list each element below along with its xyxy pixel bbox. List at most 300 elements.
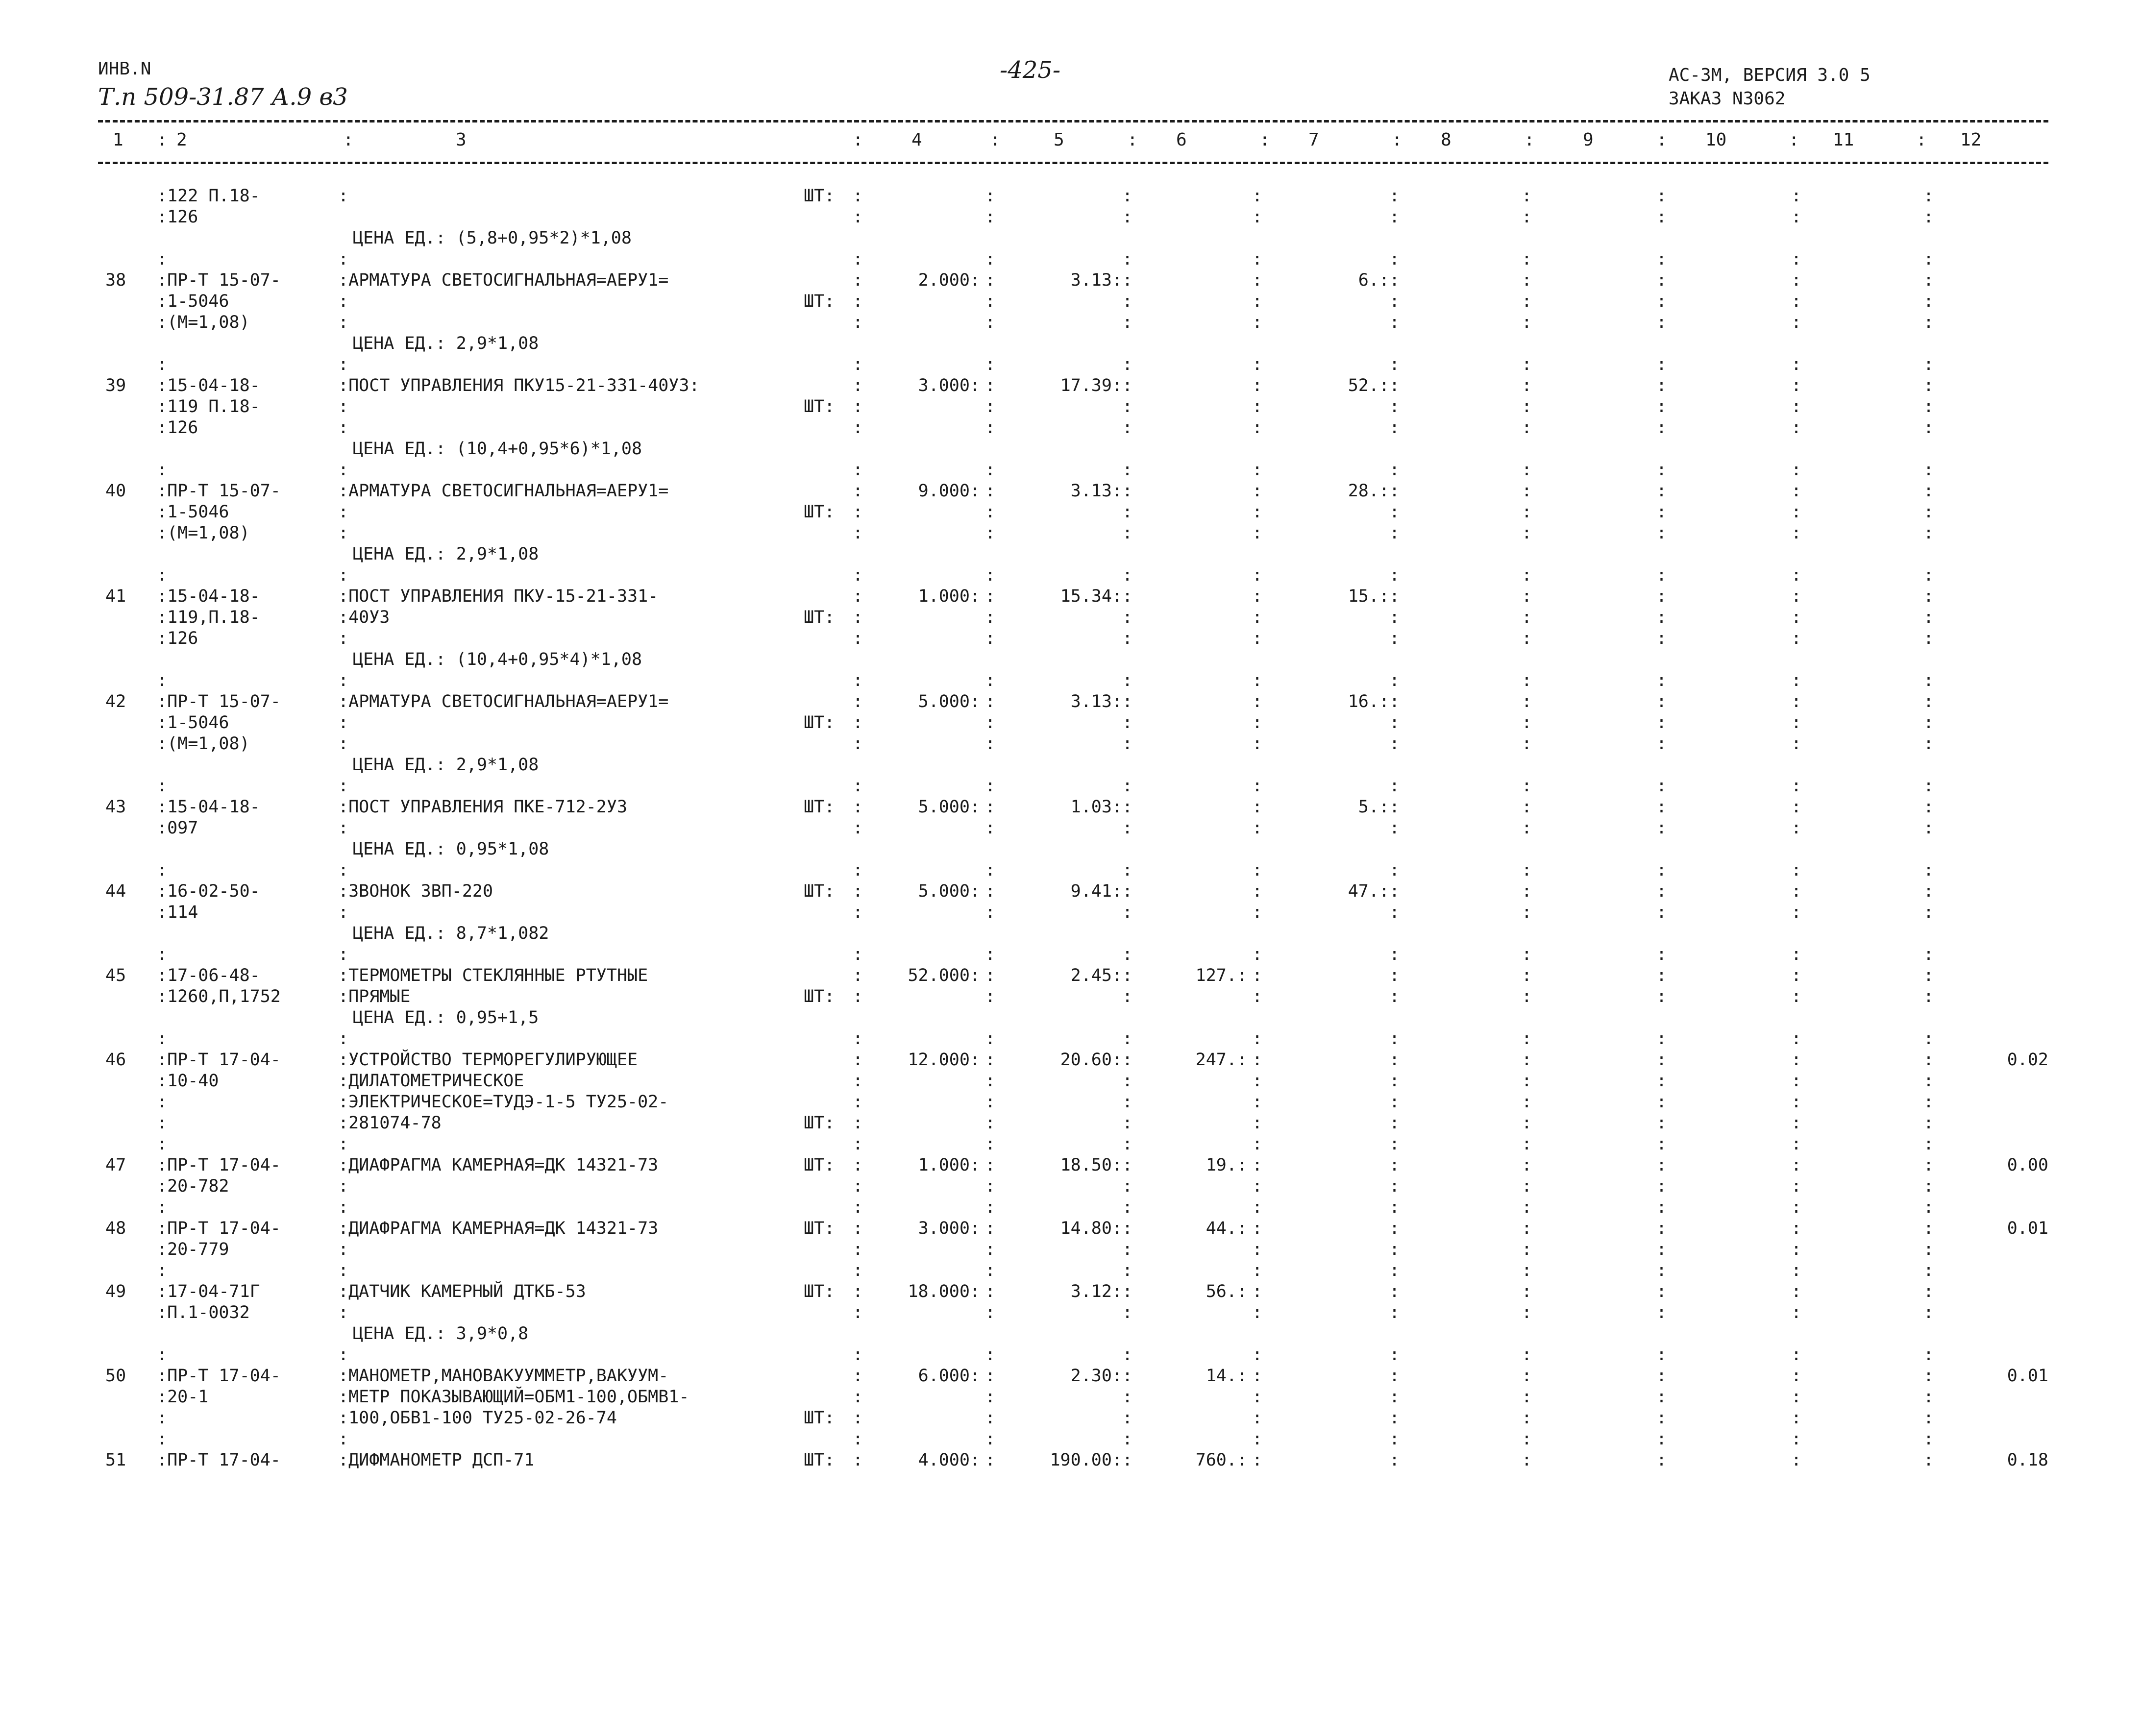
grid-colon: : <box>853 587 863 606</box>
grid-colon: : <box>853 987 863 1006</box>
grid-colon: : <box>1122 608 1133 627</box>
grid-colon: : <box>1522 1450 1532 1470</box>
row-code: :114 <box>157 903 198 922</box>
grid-colon: : <box>1122 1240 1133 1259</box>
grid-colon: : <box>1389 1176 1400 1196</box>
grid-colon: : <box>1122 1408 1133 1428</box>
code-colon: : <box>157 1029 168 1049</box>
grid-colon: : <box>985 860 996 880</box>
grid-colon: : <box>853 713 863 733</box>
grid-colon: : <box>1522 692 1532 711</box>
row-col7: 15.: <box>1348 587 1389 606</box>
grid-colon: : <box>1522 1282 1532 1301</box>
grid-colon: : <box>1923 1155 1934 1175</box>
row-code: :(М=1,08) <box>157 734 250 754</box>
row-col7: 16.: <box>1348 692 1389 711</box>
grid-colon: : <box>1656 186 1667 206</box>
grid-colon: : <box>1522 565 1532 585</box>
row-unit: ШТ: <box>804 1155 835 1175</box>
grid-colon: : <box>1522 776 1532 796</box>
grid-colon: : <box>1252 207 1263 227</box>
row-code: :15-04-18- <box>157 587 260 606</box>
grid-colon: : <box>985 945 996 964</box>
grid-colon: : <box>1252 565 1263 585</box>
price-note: ЦЕНА ЕД.: 2,9*1,08 <box>353 755 539 775</box>
row-number: 42 <box>105 692 126 711</box>
grid-colon: : <box>1791 292 1802 311</box>
row-price: 18.50: <box>1060 1155 1122 1175</box>
grid-colon: : <box>1522 397 1532 416</box>
grid-colon: : <box>1923 1071 1934 1091</box>
row-col12: 0.01 <box>2007 1366 2048 1386</box>
grid-colon: : <box>1923 1450 1934 1470</box>
grid-colon: : <box>1656 1450 1667 1470</box>
row-name: :ЗВОНОК ЗВП-220 <box>338 881 493 901</box>
grid-colon: : <box>1122 355 1133 374</box>
grid-colon: : <box>1252 186 1263 206</box>
grid-colon: : <box>1791 1198 1802 1217</box>
grid-colon: : <box>985 1345 996 1365</box>
grid-colon: : <box>1656 1198 1667 1217</box>
grid-colon: : <box>1923 1029 1934 1049</box>
row-name: :ПОСТ УПРАВЛЕНИЯ ПКУ15-21-331-40У3: <box>338 376 700 395</box>
grid-colon: : <box>1389 797 1400 817</box>
grid-colon: : <box>1791 1408 1802 1428</box>
grid-colon: : <box>1923 776 1934 796</box>
grid-colon: : <box>985 565 996 585</box>
grid-colon: : <box>1252 1113 1263 1133</box>
grid-colon: : <box>1923 1303 1934 1322</box>
row-name: : <box>338 629 349 648</box>
row-name: : <box>338 1176 349 1196</box>
grid-colon: : <box>1389 776 1400 796</box>
grid-colon: : <box>1923 1366 1934 1386</box>
row-code: :ПР-Т 17-04- <box>157 1050 281 1070</box>
grid-colon: : <box>985 1366 996 1386</box>
grid-colon: : <box>1791 1155 1802 1175</box>
row-col7: 47.: <box>1348 881 1389 901</box>
row-name: : <box>338 292 349 311</box>
row-sum: 14.: <box>1206 1366 1247 1386</box>
grid-colon: : <box>1122 1303 1133 1322</box>
row-unit: ШТ: <box>804 608 835 627</box>
row-sum: 44.: <box>1206 1219 1247 1238</box>
grid-colon: : <box>985 460 996 480</box>
grid-colon: : <box>853 1198 863 1217</box>
row-name: : <box>338 502 349 522</box>
grid-colon: : <box>1791 249 1802 269</box>
grid-colon: : <box>1522 671 1532 690</box>
grid-colon: : <box>1389 292 1400 311</box>
grid-colon: : <box>1389 1429 1400 1449</box>
grid-colon: : <box>853 881 863 901</box>
grid-colon: : <box>1252 270 1263 290</box>
row-code: :ПР-Т 15-07- <box>157 692 281 711</box>
grid-colon: : <box>1389 903 1400 922</box>
column-separator: : <box>1524 130 1535 150</box>
grid-colon: : <box>1791 481 1802 501</box>
grid-colon: : <box>1522 376 1532 395</box>
grid-colon: : <box>1122 270 1133 290</box>
row-unit: ШТ: <box>804 713 835 733</box>
grid-colon: : <box>1522 1366 1532 1386</box>
code-colon: : <box>157 460 168 480</box>
row-sum: 760.: <box>1195 1450 1247 1470</box>
row-name: :100,ОБВ1-100 ТУ25-02-26-74 <box>338 1408 617 1428</box>
grid-colon: : <box>1923 460 1934 480</box>
grid-colon: : <box>985 397 996 416</box>
grid-colon: : <box>1656 1282 1667 1301</box>
grid-colon: : <box>985 523 996 543</box>
grid-colon: : <box>1791 460 1802 480</box>
grid-colon: : <box>1252 502 1263 522</box>
row-price: 2.30: <box>1070 1366 1122 1386</box>
grid-colon: : <box>853 355 863 374</box>
grid-colon: : <box>1252 860 1263 880</box>
grid-colon: : <box>1656 1261 1667 1280</box>
grid-colon: : <box>1923 797 1934 817</box>
grid-colon: : <box>1389 565 1400 585</box>
grid-colon: : <box>1252 1450 1263 1470</box>
grid-colon: : <box>1522 945 1532 964</box>
grid-colon: : <box>1656 1429 1667 1449</box>
row-quantity: 3.000: <box>918 1219 980 1238</box>
row-col12: 0.02 <box>2007 1050 2048 1070</box>
grid-colon: : <box>1522 292 1532 311</box>
grid-colon: : <box>1656 1303 1667 1322</box>
grid-colon: : <box>1252 966 1263 985</box>
grid-colon: : <box>1923 1134 1934 1154</box>
grid-colon: : <box>1122 292 1133 311</box>
code-colon: : <box>157 1345 168 1365</box>
grid-colon: : <box>1656 270 1667 290</box>
row-quantity: 4.000: <box>918 1450 980 1470</box>
grid-colon: : <box>1923 207 1934 227</box>
grid-colon: : <box>1389 313 1400 332</box>
grid-colon: : <box>1791 1387 1802 1407</box>
grid-colon: : <box>1122 1261 1133 1280</box>
grid-colon: : <box>853 860 863 880</box>
row-unit: ШТ: <box>804 397 835 416</box>
grid-colon: : <box>853 1219 863 1238</box>
row-unit: ШТ: <box>804 186 835 206</box>
grid-colon: : <box>1252 1240 1263 1259</box>
grid-colon: : <box>1791 966 1802 985</box>
grid-colon: : <box>1389 481 1400 501</box>
grid-colon: : <box>1122 945 1133 964</box>
grid-colon: : <box>1656 313 1667 332</box>
grid-colon: : <box>1923 860 1934 880</box>
grid-colon: : <box>1389 460 1400 480</box>
grid-colon: : <box>1791 270 1802 290</box>
row-name: : <box>338 523 349 543</box>
grid-colon: : <box>1791 1261 1802 1280</box>
grid-colon: : <box>1656 713 1667 733</box>
grid-colon: : <box>1252 460 1263 480</box>
grid-colon: : <box>1656 207 1667 227</box>
grid-colon: : <box>853 249 863 269</box>
row-code: :ПР-Т 17-04- <box>157 1155 281 1175</box>
grid-colon: : <box>1791 1176 1802 1196</box>
grid-colon: : <box>985 1219 996 1238</box>
row-price: 190.00: <box>1050 1450 1122 1470</box>
grid-colon: : <box>853 418 863 438</box>
grid-colon: : <box>1122 460 1133 480</box>
row-name: :ТЕРМОМЕТРЫ СТЕКЛЯННЫЕ РТУТНЫЕ <box>338 966 648 985</box>
price-note: ЦЕНА ЕД.: 8,7*1,082 <box>353 924 549 943</box>
grid-colon: : <box>1122 1176 1133 1196</box>
grid-colon: : <box>1522 1219 1532 1238</box>
grid-colon: : <box>1522 734 1532 754</box>
grid-colon: : <box>1389 1303 1400 1322</box>
grid-colon: : <box>1389 1029 1400 1049</box>
grid-colon: : <box>1252 587 1263 606</box>
grid-colon: : <box>985 249 996 269</box>
row-name: :АРМАТУРА СВЕТОСИГНАЛЬНАЯ=АЕРУ1= <box>338 692 669 711</box>
grid-colon: : <box>1656 881 1667 901</box>
grid-colon: : <box>1522 587 1532 606</box>
grid-colon: : <box>1656 397 1667 416</box>
grid-colon: : <box>853 1303 863 1322</box>
grid-colon: : <box>1923 818 1934 838</box>
grid-colon: : <box>1389 502 1400 522</box>
row-sum: 19.: <box>1206 1155 1247 1175</box>
row-quantity: 5.000: <box>918 881 980 901</box>
grid-colon: : <box>1791 860 1802 880</box>
grid-colon: : <box>1791 1366 1802 1386</box>
row-number: 46 <box>105 1050 126 1070</box>
row-name: : <box>338 1240 349 1259</box>
column-header: 4 <box>911 130 922 150</box>
grid-colon: : <box>985 1240 996 1259</box>
row-sum: 247.: <box>1195 1050 1247 1070</box>
grid-colon: : <box>1389 608 1400 627</box>
row-name: :ДИФМАНОМЕТР ДСП-71 <box>338 1450 535 1470</box>
grid-colon: : <box>1252 629 1263 648</box>
grid-colon: : <box>1252 1134 1263 1154</box>
grid-colon: : <box>1656 629 1667 648</box>
grid-colon: : <box>1389 249 1400 269</box>
grid-colon: : <box>853 1113 863 1133</box>
grid-colon: : <box>1122 1429 1133 1449</box>
grid-colon: : <box>1389 713 1400 733</box>
grid-colon: : <box>1122 481 1133 501</box>
grid-colon: : <box>1389 818 1400 838</box>
grid-colon: : <box>1122 1092 1133 1112</box>
grid-colon: : <box>1791 523 1802 543</box>
row-name: :ДАТЧИК КАМЕРНЫЙ ДТКБ-53 <box>338 1282 586 1301</box>
handwritten-doc-ref: Т.п 509-31.87 А.9 в3 <box>98 83 348 111</box>
grid-colon: : <box>1389 629 1400 648</box>
name-colon: : <box>338 460 349 480</box>
grid-colon: : <box>1389 671 1400 690</box>
grid-colon: : <box>853 481 863 501</box>
row-number: 39 <box>105 376 126 395</box>
row-name: : <box>338 1303 349 1322</box>
grid-colon: : <box>1122 249 1133 269</box>
grid-colon: : <box>1122 565 1133 585</box>
row-price: 3.12: <box>1070 1282 1122 1301</box>
grid-colon: : <box>1122 1113 1133 1133</box>
row-code: :ПР-Т 17-04- <box>157 1366 281 1386</box>
grid-colon: : <box>1791 945 1802 964</box>
grid-colon: : <box>1791 186 1802 206</box>
grid-colon: : <box>1923 1198 1934 1217</box>
row-unit: ШТ: <box>804 1219 835 1238</box>
grid-colon: : <box>1656 987 1667 1006</box>
grid-colon: : <box>1122 903 1133 922</box>
row-quantity: 52.000: <box>908 966 980 985</box>
grid-colon: : <box>1122 881 1133 901</box>
row-code: :10-40 <box>157 1071 219 1091</box>
name-colon: : <box>338 1198 349 1217</box>
grid-colon: : <box>1252 1408 1263 1428</box>
row-col7: 52.: <box>1348 376 1389 395</box>
grid-colon: : <box>1923 1387 1934 1407</box>
grid-colon: : <box>1522 608 1532 627</box>
grid-colon: : <box>1122 1134 1133 1154</box>
grid-colon: : <box>1252 397 1263 416</box>
grid-colon: : <box>985 1176 996 1196</box>
row-code: :15-04-18- <box>157 376 260 395</box>
grid-colon: : <box>1252 292 1263 311</box>
row-code: : <box>157 1113 168 1133</box>
row-price: 15.34: <box>1060 587 1122 606</box>
grid-colon: : <box>1122 1071 1133 1091</box>
grid-colon: : <box>1522 1303 1532 1322</box>
row-code: : <box>157 1092 168 1112</box>
grid-colon: : <box>1923 418 1934 438</box>
grid-colon: : <box>985 797 996 817</box>
grid-colon: : <box>1791 671 1802 690</box>
price-note: ЦЕНА ЕД.: (5,8+0,95*2)*1,08 <box>353 228 632 248</box>
grid-colon: : <box>1656 1050 1667 1070</box>
grid-colon: : <box>853 1429 863 1449</box>
grid-colon: : <box>985 1198 996 1217</box>
grid-colon: : <box>1389 1050 1400 1070</box>
row-number: 41 <box>105 587 126 606</box>
grid-colon: : <box>1389 1134 1400 1154</box>
column-separator: : <box>990 130 1001 150</box>
grid-colon: : <box>1389 1113 1400 1133</box>
row-number: 44 <box>105 881 126 901</box>
grid-colon: : <box>1122 313 1133 332</box>
price-note: ЦЕНА ЕД.: (10,4+0,95*6)*1,08 <box>353 439 642 459</box>
grid-colon: : <box>1923 1092 1934 1112</box>
price-note: ЦЕНА ЕД.: 2,9*1,08 <box>353 544 539 564</box>
grid-colon: : <box>1122 1450 1133 1470</box>
row-unit: ШТ: <box>804 1408 835 1428</box>
grid-colon: : <box>1522 629 1532 648</box>
grid-colon: : <box>1656 587 1667 606</box>
grid-colon: : <box>1791 903 1802 922</box>
grid-colon: : <box>985 713 996 733</box>
grid-colon: : <box>853 186 863 206</box>
grid-colon: : <box>1656 502 1667 522</box>
grid-colon: : <box>1252 1261 1263 1280</box>
row-quantity: 5.000: <box>918 797 980 817</box>
grid-colon: : <box>1656 460 1667 480</box>
header-divider <box>98 162 2048 164</box>
row-name: : <box>338 734 349 754</box>
row-name: : <box>338 186 349 206</box>
name-colon: : <box>338 249 349 269</box>
grid-colon: : <box>853 270 863 290</box>
grid-colon: : <box>1791 713 1802 733</box>
grid-colon: : <box>1791 692 1802 711</box>
grid-colon: : <box>1522 1134 1532 1154</box>
grid-colon: : <box>1923 397 1934 416</box>
grid-colon: : <box>1122 734 1133 754</box>
grid-colon: : <box>1656 523 1667 543</box>
row-quantity: 5.000: <box>918 692 980 711</box>
grid-colon: : <box>1252 818 1263 838</box>
row-price: 3.13: <box>1070 270 1122 290</box>
grid-colon: : <box>853 608 863 627</box>
grid-colon: : <box>1791 313 1802 332</box>
grid-colon: : <box>1791 608 1802 627</box>
grid-colon: : <box>1656 608 1667 627</box>
grid-colon: : <box>1522 418 1532 438</box>
grid-colon: : <box>1252 1303 1263 1322</box>
grid-colon: : <box>1522 186 1532 206</box>
grid-colon: : <box>985 987 996 1006</box>
row-col12: 0.18 <box>2007 1450 2048 1470</box>
grid-colon: : <box>1923 249 1934 269</box>
grid-colon: : <box>1522 818 1532 838</box>
row-col12: 0.01 <box>2007 1219 2048 1238</box>
grid-colon: : <box>985 502 996 522</box>
grid-colon: : <box>1522 1155 1532 1175</box>
grid-colon: : <box>1656 1408 1667 1428</box>
code-colon: : <box>157 1429 168 1449</box>
grid-colon: : <box>1791 1345 1802 1365</box>
grid-colon: : <box>1252 903 1263 922</box>
row-code: :20-1 <box>157 1387 209 1407</box>
code-colon: : <box>157 565 168 585</box>
grid-colon: : <box>1252 313 1263 332</box>
grid-colon: : <box>1252 608 1263 627</box>
grid-colon: : <box>1791 1282 1802 1301</box>
grid-colon: : <box>1656 376 1667 395</box>
grid-colon: : <box>1656 1071 1667 1091</box>
price-note: ЦЕНА ЕД.: 0,95*1,08 <box>353 839 549 859</box>
row-quantity: 12.000: <box>908 1050 980 1070</box>
row-unit: ШТ: <box>804 502 835 522</box>
grid-colon: : <box>1389 734 1400 754</box>
grid-colon: : <box>1389 186 1400 206</box>
row-unit: ШТ: <box>804 1450 835 1470</box>
grid-colon: : <box>1923 881 1934 901</box>
grid-colon: : <box>1791 734 1802 754</box>
column-header: 3 <box>456 130 467 150</box>
grid-colon: : <box>1522 1071 1532 1091</box>
row-quantity: 3.000: <box>918 376 980 395</box>
grid-colon: : <box>985 1387 996 1407</box>
price-note: ЦЕНА ЕД.: 0,95+1,5 <box>353 1008 539 1027</box>
grid-colon: : <box>1791 1113 1802 1133</box>
row-unit: ШТ: <box>804 1113 835 1133</box>
column-separator: : <box>1656 130 1667 150</box>
grid-colon: : <box>1252 523 1263 543</box>
grid-colon: : <box>1923 481 1934 501</box>
grid-colon: : <box>1522 1113 1532 1133</box>
row-code: :ПР-Т 17-04- <box>157 1450 281 1470</box>
code-colon: : <box>157 1261 168 1280</box>
grid-colon: : <box>853 776 863 796</box>
row-number: 40 <box>105 481 126 501</box>
row-code: :ПР-Т 15-07- <box>157 481 281 501</box>
